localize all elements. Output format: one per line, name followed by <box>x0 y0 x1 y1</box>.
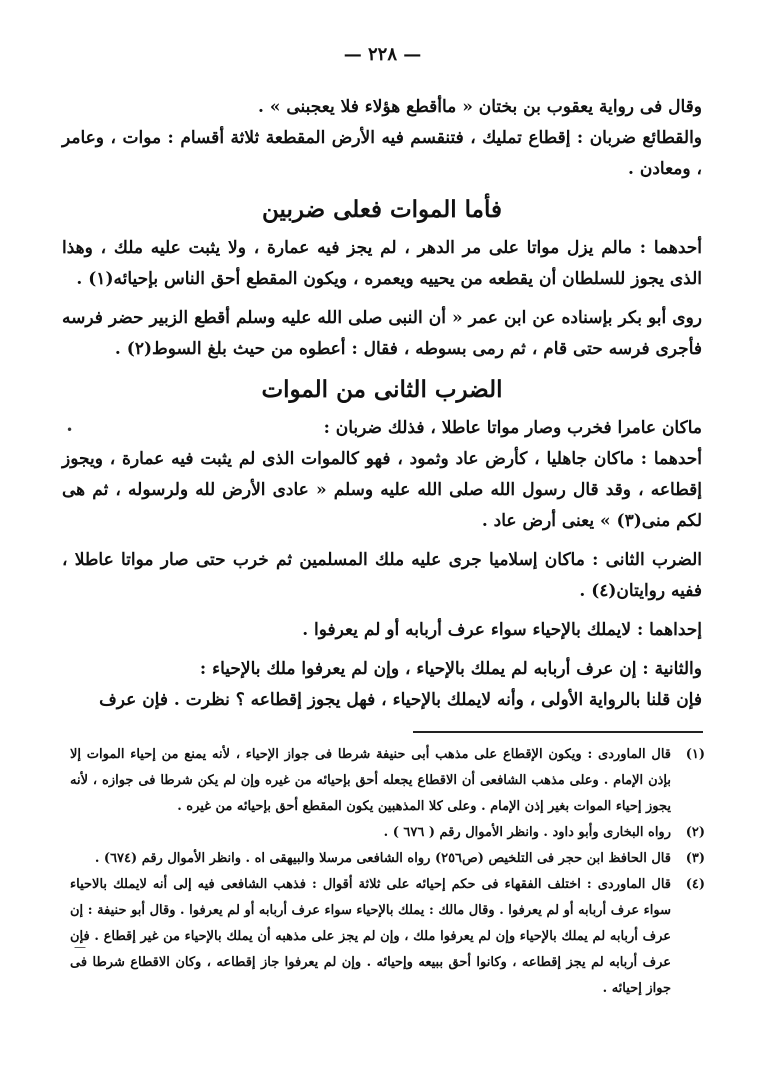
paragraph: أحدهما : مالم يزل مواتا على مر الدهر ، لم يجز فيه عمارة ، ولا يثبت عليه ملك ، وهذا الذى يجوز للسلطان أن يقطعه من يحييه ويعمره ، ويكون المقطع أحق الناس بإحيائه(١) . <box>62 238 702 289</box>
footnote-text: رواه البخارى وأبو داود . وانظر الأموال رقم ( ٦٧٦ ) . <box>383 825 671 840</box>
footnote-number: (١) <box>685 747 705 762</box>
paragraph: فإن قلنا بالرواية الأولى ، وأنه لايملك بالإحياء ، فهل يجوز إقطاعه ؟ نظرت . فإن عرف <box>99 690 702 710</box>
footnotes <box>70 742 705 1002</box>
footnote-number: (٤) <box>685 877 705 892</box>
footnote-number: (٣) <box>685 851 705 866</box>
footnote-text: قال الماوردى : اختلف الفقهاء فى حكم إحيائه على ثلاثة أقوال : فذهب الشافعى فيه إلى أنه لايملك بالاحياء سواء عرف أربابه أو لم يعرفوا . وقال مالك : يملك بالإحياء سواء عرف أربابه أو لم يعرفوا . وقال أبو حنيفة : إن عرف أربابه لم يملك بالإحياء وإن لم يعرفوا ملك ، وإن لم يجز على مذهبه أن يملك بالإحياء من غير إقطاع . فإن عرف أربابه لم يجز إقطاعه ، وكانوا أحق ببيعه وإحيائه . وإن لم يعرفوا جاز إقطاعه ، وكان الاقطاع شرطا فى جواز إحيائه . <box>70 877 671 996</box>
footnote <box>70 820 705 846</box>
paragraph: أحدهما : ماكان جاهليا ، كأرض عاد وثمود ، فهو كالموات الذى لم يثبت فيه عمارة ، ويجوز إقطاعه ، وقد قال رسول الله صلى الله عليه وسلم « عادى الأرض لله ولرسوله ، ثم هى لكم منى(٣) » يعنى أرض عاد . <box>62 449 702 531</box>
footnote-number: (٢) <box>685 825 705 840</box>
page-number: — ٢٢٨ — <box>343 44 422 65</box>
paragraph: ماكان عامرا فخرب وصار مواتا عاطلا ، فذلك ضربان : <box>323 418 702 438</box>
paragraph: إحداهما : لايملك بالإحياء سواء عرف أربابه أو لم يعرفوا . <box>302 620 702 640</box>
section-heading: فأما الموات فعلى ضربين <box>262 196 502 223</box>
margin-dash: — <box>74 940 86 954</box>
paragraph: روى أبو بكر بإسناده عن ابن عمر « أن النبى صلى الله عليه وسلم أقطع الزبير حضر فرسه فأجرى فرسه حتى قام ، ثم رمى بسوطه ، فقال : أعطوه من حيث بلغ السوط(٢) . <box>62 308 702 359</box>
paragraph: والثانية : إن عرف أربابه لم يملك بالإحياء ، وإن لم يعرفوا ملك بالإحياء : <box>199 659 702 679</box>
footnote <box>70 846 705 872</box>
margin-dot: • <box>66 423 74 437</box>
footnote-text: قال الحافظ ابن حجر فى التلخيص (ص٢٥٦) رواه الشافعى مرسلا والبيهقى اه . وانظر الأموال رقم (٦٧٤) . <box>94 851 671 866</box>
paragraph: والقطائع ضربان : إقطاع تمليك ، فتنقسم فيه الأرض المقطعة ثلاثة أقسام : موات ، وعامر ، ومعادن . <box>62 128 702 179</box>
footnote-text: قال الماوردى : ويكون الإقطاع على مذهب أبى حنيفة شرطا فى جواز الإحياء ، لأنه يمنع من إحياء الموات إلا بإذن الإمام . وعلى مذهب الشافعى أن الاقطاع يجعله أحق بإحيائه من غيره وإن لم يكن شرطا فى جوازه ، لأنه يجوز إحياء الموات بغير إذن الإمام . وعلى كلا المذهبين يكون المقطع أحق بإحيائه من غيره . <box>70 747 671 814</box>
footnote <box>70 742 705 820</box>
main-text <box>62 92 702 716</box>
footnote <box>70 872 705 1002</box>
footnote-divider <box>413 731 703 733</box>
section-heading: الضرب الثانى من الموات <box>261 376 503 403</box>
paragraph: وقال فى رواية يعقوب بن بختان « ماأقطع هؤلاء فلا يعجبنى » . <box>257 97 702 117</box>
paragraph: الضرب الثانى : ماكان إسلاميا جرى عليه ملك المسلمين ثم خرب حتى صار مواتا عاطلا ، ففيه روايتان(٤) . <box>62 550 702 601</box>
